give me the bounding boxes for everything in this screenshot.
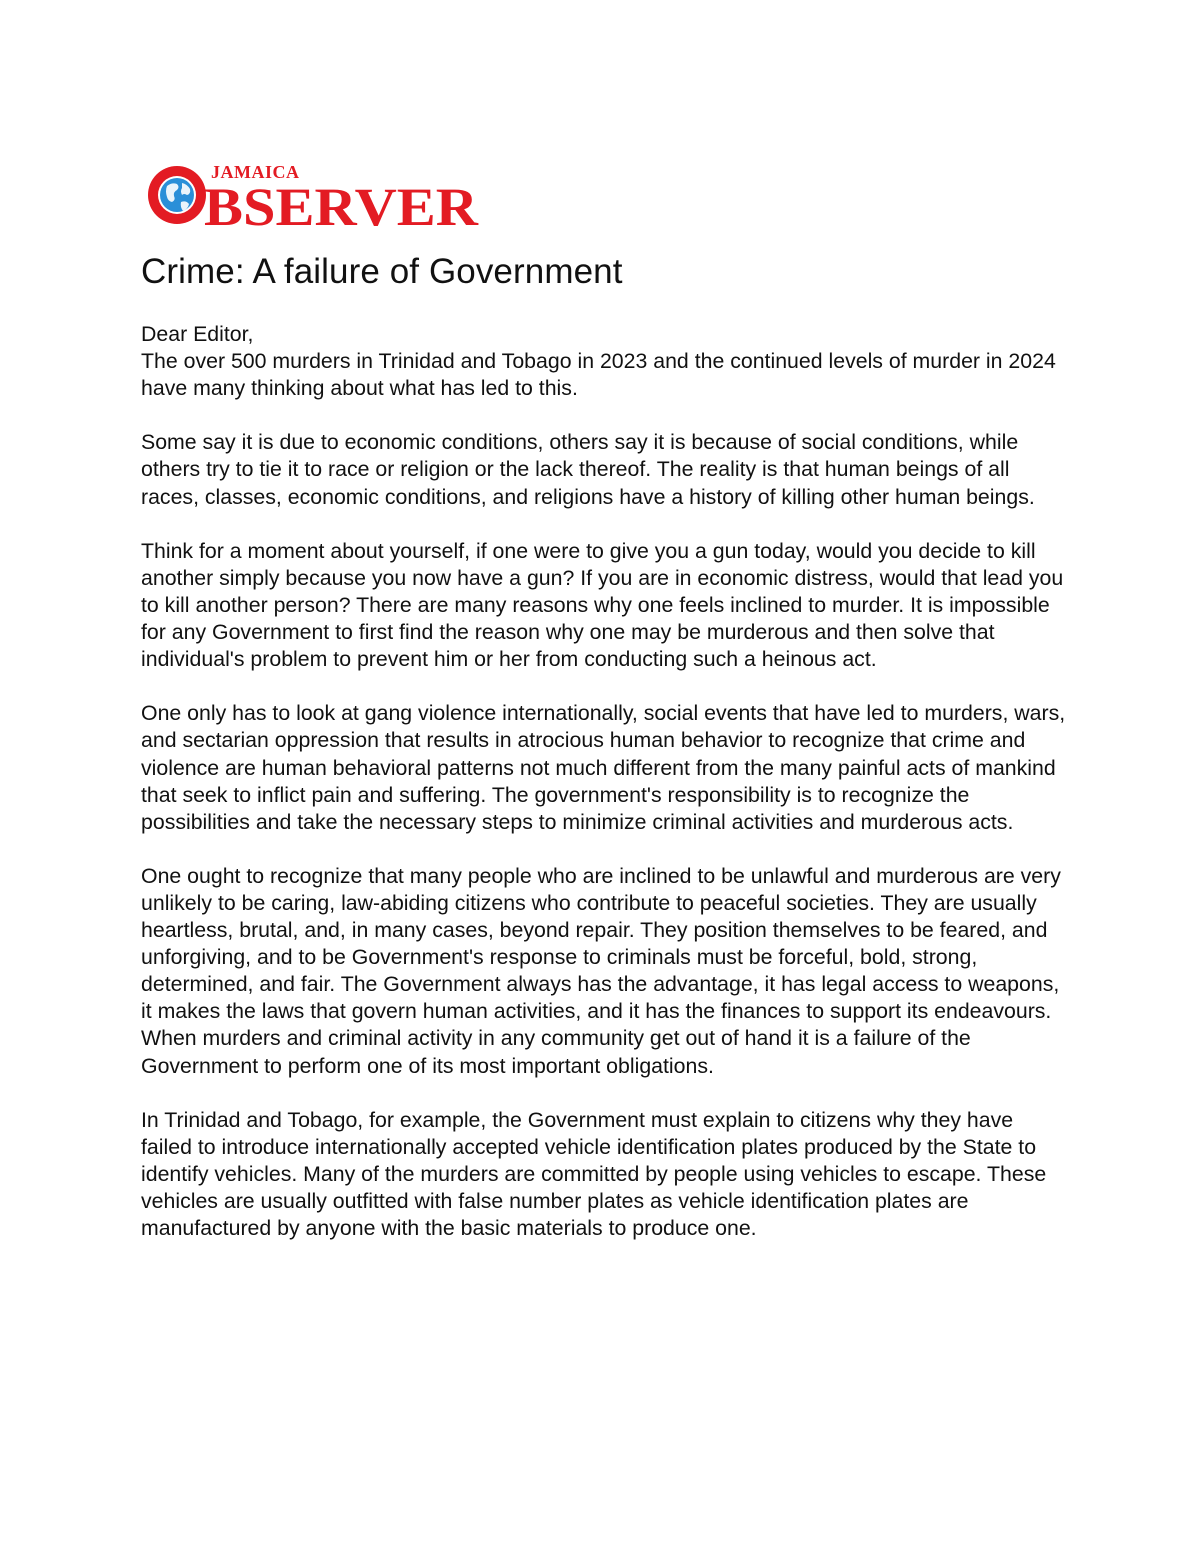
article-title: Crime: A failure of Government: [141, 252, 623, 291]
article-body: [141, 321, 1066, 1269]
paragraph-3: Think for a moment about yourself, if one were to give you a gun today, would you decide to kill another simply because you now have a gun? If you are in economic distress, would that lead you to kill another person? There are many reasons why one feels inclined to murder. It is impossible for any Government to first find the reason why one may be murderous and then solve that individual's problem to prevent him or her from conducting such a heinous act.: [141, 538, 1064, 672]
paragraph-2: Some say it is due to economic conditions, others say it is because of social conditions, while others try to tie it to race or religion or the lack thereof. The reality is that human beings of all races, classes, economic conditions, and religions have a history of killing other human beings.: [141, 430, 1035, 509]
paragraph-5: One ought to recognize that many people who are inclined to be unlawful and murderous are very unlikely to be caring, law-abiding citizens who contribute to peaceful societies. They are usually heartless, brutal, and, in many cases, beyond repair. They position themselves to be feared, and unforgiving, and to be Government's response to criminals must be forceful, bold, strong, determined, and fair. The Government always has the advantage, it has legal access to weapons, it makes the laws that govern human activities, and it has the finances to support its endeavours. When murders and criminal activity in any community get out of hand it is a failure of the Government to perform one of its most important obligations.: [141, 863, 1061, 1078]
paragraph-1: The over 500 murders in Trinidad and Tobago in 2023 and the continued levels of murder in 2024 have many thinking about what has led to this.: [141, 349, 1056, 401]
jamaica-observer-logo: [146, 158, 486, 232]
brand-top-text: JAMAICA: [211, 162, 300, 182]
paragraph-6: In Trinidad and Tobago, for example, the Government must explain to citizens why they have failed to introduce internationally accepted vehicle identification plates produced by the State to identify vehicles. Many of the murders are committed by people using vehicles to escape. These vehicles are usually outfitted with false number plates as vehicle identification plates are manufactured by anyone with the basic materials to produce one.: [141, 1107, 1047, 1241]
salutation: Dear Editor,: [141, 322, 254, 346]
globe-icon: [160, 178, 194, 212]
paragraph-4: One only has to look at gang violence internationally, social events that have led to murders, wars, and sectarian oppression that results in atrocious human behavior to recognize that crime and violence are human behavioral patterns not much different from the many painful acts of mankind that seek to inflict pain and suffering. The government's responsibility is to recognize the possibilities and take the necessary steps to minimize criminal activities and murderous acts.: [141, 701, 1066, 834]
brand-main-text: BSERVER: [204, 177, 480, 232]
